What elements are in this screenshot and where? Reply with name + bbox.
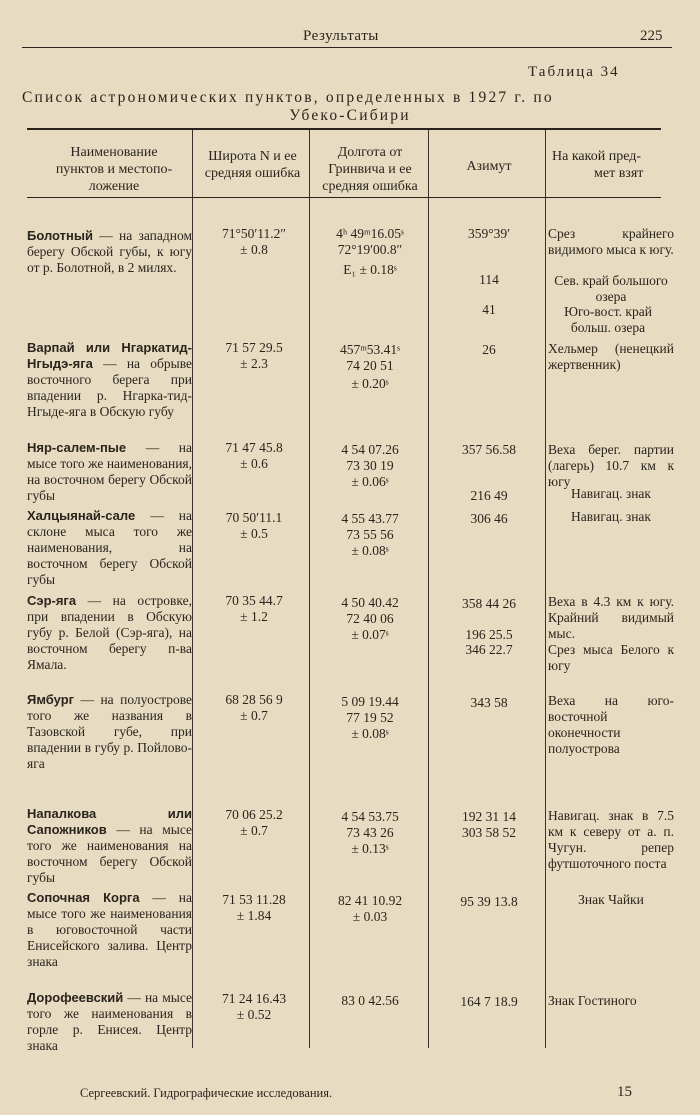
row-9-longitude: [313, 993, 427, 1009]
column-divider: [309, 130, 310, 1048]
point-location: — на мысе того же наименования на восточном берегу Обской губы: [27, 822, 192, 885]
point-name: Варпай или Нгаркатид-Нгыдэ-яга: [27, 340, 192, 371]
row-6-object: Веха на юго-восточной оконечности полуострова: [548, 693, 674, 756]
value: ± 1.2: [240, 609, 268, 624]
header-longitude: [311, 144, 429, 195]
point-name: Болотный: [27, 228, 93, 243]
row-5-azimuth-2: 196 25.5: [465, 627, 513, 642]
table-top-rule: [27, 128, 661, 130]
row-2-azimuth: 26: [482, 342, 496, 357]
row-2-latitude: [200, 340, 308, 372]
point-location: — на мысе того же наименования в юговосточной части Енисейского залива. Центр знака: [27, 890, 193, 969]
table-caption-line2: Убеко-Сибири: [289, 107, 411, 124]
row-1-name: [27, 228, 192, 276]
value: ± 0.20ˢ: [351, 376, 389, 391]
value: ± 0.13ˢ: [351, 841, 389, 856]
value: 4 54 07.26: [341, 442, 399, 457]
point-name: Сэр-яга: [27, 593, 77, 608]
row-5-longitude: [313, 595, 427, 643]
value: 72 40 06: [346, 611, 394, 626]
table-caption-line1: Список астрономических пунктов, определенных в 1927 г. по: [22, 89, 554, 106]
value: 73 43 26: [346, 825, 394, 840]
row-2-name: [27, 340, 192, 420]
value: 73 55 56: [346, 527, 394, 542]
value: ± 0.5: [240, 526, 268, 541]
value: 72°19′00.8″: [337, 242, 403, 257]
row-8-azimuth: 95 39 13.8: [460, 894, 518, 909]
running-head: [0, 26, 700, 46]
row-3-longitude: [313, 442, 427, 490]
header-name: [40, 144, 188, 195]
value: ± 0.52: [236, 1007, 272, 1022]
row-9-latitude: [200, 991, 308, 1023]
value: ± 2.3: [240, 356, 268, 371]
row-1-azimuth-2: 114: [479, 272, 499, 287]
value: 4ʰ 49ᵐ16.05ˢ: [336, 226, 404, 241]
point-name: Дорофеевский: [27, 990, 124, 1005]
row-6-latitude: [200, 692, 308, 724]
row-1-latitude: [200, 226, 308, 258]
row-8-name: [27, 890, 192, 970]
value: 70 50′11.1: [225, 510, 283, 525]
point-name: Няр-салем-пые: [27, 440, 127, 455]
value: ± 0.08ˢ: [351, 543, 389, 558]
row-5-object-2: Срез мыса Белого к югу: [548, 642, 674, 673]
point-name: Напалкова или Сапожников: [27, 806, 192, 837]
value: 70 06 25.2: [225, 807, 283, 822]
point-location: — на западном берегу Обской губы, к югу от р. Болотной, в 2 милях.: [27, 228, 192, 275]
top-rule: [22, 47, 672, 48]
row-9-object: Знак Гостиного: [548, 993, 637, 1008]
value: ± 0.6: [240, 456, 268, 471]
value: 71 47 45.8: [225, 440, 283, 455]
value: ± 0.07ˢ: [351, 627, 389, 642]
row-1-azimuth-3: 41: [482, 302, 496, 317]
value: 71 24 16.43: [221, 991, 287, 1006]
row-9-azimuth: 164 7 18.9: [460, 994, 518, 1009]
row-4-latitude: [200, 510, 308, 542]
value: 71 57 29.5: [225, 340, 283, 355]
value: E₁ ± 0.18ˢ: [343, 262, 397, 277]
row-1-azimuth-1: 359°39′: [467, 226, 511, 241]
value: 68 28 56 9: [225, 692, 283, 707]
signature-number: 15: [617, 1084, 632, 1100]
row-5-azimuth-1: 358 44 26: [462, 596, 516, 611]
value: ± 0.06ˢ: [351, 474, 389, 489]
row-6-azimuth: 343 58: [470, 695, 508, 710]
row-8-latitude: [200, 892, 308, 924]
header-text: средняя ошибка: [204, 166, 301, 181]
value: ± 0.03: [352, 909, 388, 924]
header-object: [548, 148, 678, 182]
point-location: — на мысе того же наименования в горле р. Енисея. Центр знака: [27, 990, 192, 1053]
point-location: — на склоне мыса того же наименования, на восточном берегу Обской губы: [27, 508, 192, 587]
row-4-azimuth: 306 46: [470, 511, 508, 526]
value: 4 55 43.77: [341, 511, 399, 526]
value: ± 0.7: [240, 823, 268, 838]
row-5-azimuth-3: 346 22.7: [465, 642, 513, 657]
row-5-name: [27, 593, 192, 673]
row-4-name: [27, 508, 192, 588]
row-2-object: Хельмер (ненецкий жертвенник): [548, 341, 674, 372]
value: ± 1.84: [236, 908, 272, 923]
value: 4 54 53.75: [341, 809, 399, 824]
header-azimuth: [435, 158, 543, 175]
row-9-name: [27, 990, 192, 1054]
value: 457ᵐ53.41ˢ: [339, 342, 401, 357]
row-6-name: [27, 692, 192, 772]
row-5-latitude: [200, 593, 308, 625]
page-number: 225: [640, 28, 663, 44]
row-7-azimuth-2: 303 58 52: [462, 825, 516, 840]
row-1-object-2: Сев. край большого озера: [554, 273, 668, 304]
column-divider: [192, 130, 193, 1048]
point-name: Халцыянай-сале: [27, 508, 136, 523]
point-location: — на островке, при впадении в Обскую губу р. Белой (Сэр-яга), на восточном берегу п-ва Ямала.: [27, 593, 192, 672]
row-6-longitude: [313, 694, 427, 742]
value: 77 19 52: [346, 710, 394, 725]
row-5-object-1: Веха в 4.3 км к югу. Крайний видимый мыс.: [548, 594, 674, 641]
table-label: Таблица 34: [528, 64, 620, 80]
row-8-longitude: [313, 893, 427, 925]
row-1-object-3: Юго-вост. край больш. озера: [564, 304, 652, 335]
row-3-latitude: [200, 440, 308, 472]
header-text: Азимут: [466, 159, 512, 174]
header-latitude: [195, 148, 310, 182]
header-text: Гринвича и ее: [328, 162, 412, 177]
value: 4 50 40.42: [341, 595, 399, 610]
row-8-object: Знак Чайки: [578, 892, 644, 907]
header-bottom-rule: [27, 197, 661, 198]
point-name: Ямбург: [27, 692, 75, 707]
value: ± 0.7: [240, 708, 268, 723]
header-text: На какой пред-: [552, 149, 642, 164]
value: 71 53 11.28: [222, 892, 286, 907]
row-3-object-2: Навигац. знак: [571, 486, 651, 501]
row-7-longitude: [313, 809, 427, 857]
row-3-name: [27, 440, 192, 504]
point-location: — на мысе того же наименования, на восточном берегу Обской губы: [27, 440, 192, 503]
value: 74 20 51: [346, 358, 394, 373]
row-4-longitude: [313, 511, 427, 559]
row-7-name: [27, 806, 192, 886]
header-text: пунктов и местопо-: [55, 162, 173, 177]
header-text: Долгота от: [337, 145, 403, 160]
point-location: — на полуострове того же названия в Тазовской губе, при впадении в губу р. Пойлово-яга: [27, 692, 192, 771]
value: 70 35 44.7: [225, 593, 283, 608]
column-divider: [545, 130, 546, 1048]
value: 73 30 19: [346, 458, 394, 473]
row-3-azimuth-2: 216 49: [470, 488, 508, 503]
value: ± 0.8: [240, 242, 268, 257]
row-1-object-1: Срез крайнего видимого мыса к югу.: [548, 226, 674, 257]
point-name: Сопочная Корга: [27, 890, 140, 905]
value: 71°50′11.2″: [221, 226, 287, 241]
row-1-longitude: [313, 226, 427, 278]
row-7-azimuth-1: 192 31 14: [462, 809, 516, 824]
header-text: мет взят: [594, 166, 644, 181]
point-location: — на обрыве восточного берега при впадении р. Нгарка-тид-Нгыде-яга в Обскую губу: [27, 356, 192, 419]
value: ± 0.08ˢ: [351, 726, 389, 741]
value: 5 09 19.44: [341, 694, 399, 709]
value: 83 0 42.56: [341, 993, 399, 1008]
header-text: ложение: [88, 179, 140, 194]
row-7-latitude: [200, 807, 308, 839]
header-text: Наименование: [70, 145, 158, 160]
header-text: средняя ошибка: [322, 179, 418, 194]
row-7-object: Навигац. знак в 7.5 км к северу от а. п. Чугун. репер футшоточного поста: [548, 808, 674, 871]
row-4-object: Навигац. знак: [571, 509, 651, 524]
value: 82 41 10.92: [337, 893, 403, 908]
footer-text: Сергеевский. Гидрографические исследования.: [80, 1086, 333, 1100]
row-3-azimuth-1: 357 56.58: [462, 442, 516, 457]
row-3-object-1: Веха берег. партии (лагерь) 10.7 км к югу: [548, 442, 674, 489]
row-2-longitude: [313, 342, 427, 392]
header-text: Широта N и ее: [208, 149, 297, 164]
running-head-title: Результаты: [303, 28, 379, 44]
column-divider: [428, 130, 429, 1048]
